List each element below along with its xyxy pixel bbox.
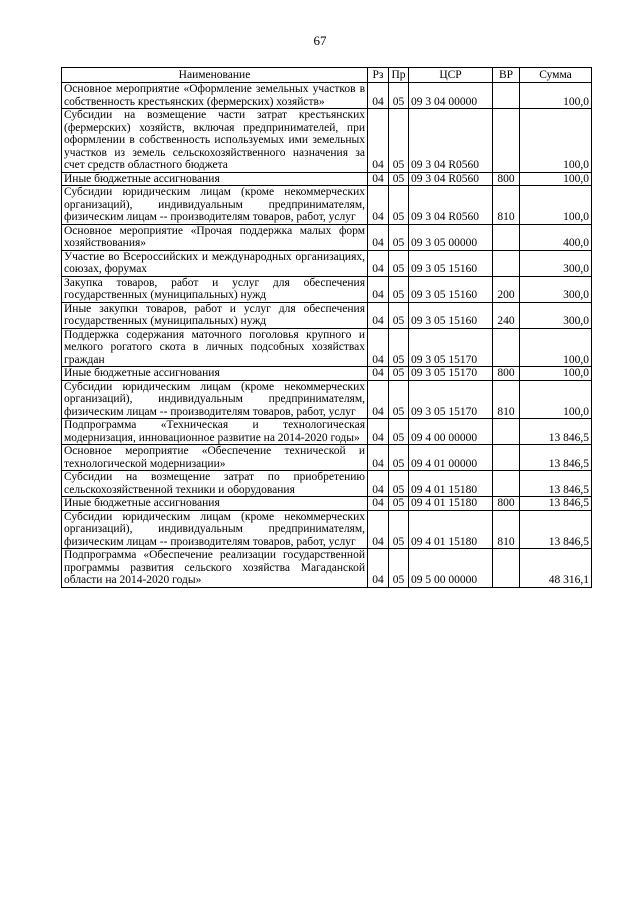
cell-name: Субсидии на возмещение затрат по приобретению сельскохозяйственной техники и оборудования [62,471,368,497]
cell-rz: 04 [368,328,389,367]
cell-name: Субсидии юридическим лицам (кроме некоммерческих организаций), индивидуальным предпринимателям, физическим лицам -- производителям товаров, работ, услуг [62,186,368,225]
table-row [62,250,592,276]
table-row [62,367,592,381]
cell-name: Субсидии на возмещение части затрат крестьянских (фермерских) хозяйств, включая предпринимателей, при оформлении в собственность используемых ими земельных участков из земель сельскохозяйственного назначения за счет средств областного бюджета [62,109,368,173]
cell-csr: 09 3 05 15170 [409,328,493,367]
cell-csr: 09 4 01 15180 [409,471,493,497]
cell-vr [493,549,520,588]
cell-csr: 09 4 01 00000 [409,445,493,471]
header-vr: ВР [493,68,520,83]
cell-pr: 05 [389,367,409,381]
cell-pr: 05 [389,445,409,471]
cell-name: Иные закупки товаров, работ и услуг для обеспечения государственных (муниципальных) нужд [62,302,368,328]
cell-sum: 100,0 [520,367,592,381]
cell-csr: 09 4 00 00000 [409,419,493,445]
table-row [62,497,592,511]
cell-vr: 200 [493,276,520,302]
cell-name: Субсидии юридическим лицам (кроме некоммерческих организаций), индивидуальным предпринимателям, физическим лицам -- производителям товаров, работ, услуг [62,510,368,549]
cell-name: Поддержка содержания маточного поголовья крупного и мелкого рогатого скота в личных подсобных хозяйствах граждан [62,328,368,367]
cell-vr [493,109,520,173]
cell-vr: 810 [493,510,520,549]
table-row [62,302,592,328]
budget-table [61,67,592,588]
cell-vr: 810 [493,380,520,419]
cell-name: Закупка товаров, работ и услуг для обеспечения государственных (муниципальных) нужд [62,276,368,302]
cell-sum: 100,0 [520,109,592,173]
cell-rz: 04 [368,83,389,109]
cell-sum: 13 846,5 [520,419,592,445]
cell-name: Иные бюджетные ассигнования [62,497,368,511]
cell-name: Иные бюджетные ассигнования [62,172,368,186]
cell-sum: 300,0 [520,302,592,328]
cell-csr: 09 3 05 15170 [409,367,493,381]
cell-sum: 100,0 [520,186,592,225]
table-body [62,83,592,588]
cell-rz: 04 [368,250,389,276]
cell-csr: 09 3 05 15160 [409,250,493,276]
cell-rz: 04 [368,186,389,225]
header-rz: Рз [368,68,389,83]
cell-vr: 800 [493,172,520,186]
cell-name: Основное мероприятие «Обеспечение технической и технологической модернизации» [62,445,368,471]
cell-rz: 04 [368,109,389,173]
cell-pr: 05 [389,380,409,419]
table-row [62,549,592,588]
cell-rz: 04 [368,172,389,186]
cell-pr: 05 [389,276,409,302]
cell-rz: 04 [368,367,389,381]
table-row [62,419,592,445]
cell-rz: 04 [368,445,389,471]
cell-sum: 400,0 [520,224,592,250]
cell-csr: 09 3 05 00000 [409,224,493,250]
cell-sum: 13 846,5 [520,510,592,549]
table-row [62,445,592,471]
cell-vr [493,419,520,445]
page-number: 67 [313,33,327,48]
cell-pr: 05 [389,224,409,250]
cell-rz: 04 [368,510,389,549]
header-name: Наименование [62,68,368,83]
cell-vr: 810 [493,186,520,225]
cell-pr: 05 [389,172,409,186]
cell-pr: 05 [389,510,409,549]
cell-sum: 300,0 [520,250,592,276]
header-csr: ЦСР [409,68,493,83]
cell-sum: 100,0 [520,380,592,419]
cell-name: Субсидии юридическим лицам (кроме некоммерческих организаций), индивидуальным предпринимателям, физическим лицам -- производителям товаров, работ, услуг [62,380,368,419]
table-row [62,224,592,250]
header-sum: Сумма [520,68,592,83]
cell-pr: 05 [389,497,409,511]
cell-vr [493,445,520,471]
table-header-row [62,68,592,83]
cell-csr: 09 3 04 00000 [409,83,493,109]
cell-rz: 04 [368,276,389,302]
cell-csr: 09 3 05 15170 [409,380,493,419]
cell-vr [493,83,520,109]
cell-vr [493,250,520,276]
cell-pr: 05 [389,186,409,225]
cell-rz: 04 [368,497,389,511]
cell-sum: 48 316,1 [520,549,592,588]
cell-name: Подпрограмма «Техническая и технологическая модернизация, инновационное развитие на 2014-2020 годы» [62,419,368,445]
table-row [62,83,592,109]
cell-name: Основное мероприятие «Оформление земельных участков в собственность крестьянских (фермерских) хозяйств» [62,83,368,109]
cell-csr: 09 5 00 00000 [409,549,493,588]
table-row [62,328,592,367]
cell-vr: 240 [493,302,520,328]
cell-rz: 04 [368,419,389,445]
cell-vr: 800 [493,497,520,511]
cell-sum: 100,0 [520,83,592,109]
cell-rz: 04 [368,302,389,328]
cell-name: Подпрограмма «Обеспечение реализации государственной программы развития сельского хозяйства Магаданской области на 2014-2020 годы» [62,549,368,588]
cell-vr [493,328,520,367]
cell-rz: 04 [368,471,389,497]
cell-sum: 13 846,5 [520,497,592,511]
cell-pr: 05 [389,419,409,445]
cell-csr: 09 3 04 R0560 [409,109,493,173]
cell-sum: 100,0 [520,328,592,367]
table-row [62,172,592,186]
cell-sum: 13 846,5 [520,445,592,471]
table-row [62,380,592,419]
cell-csr: 09 4 01 15180 [409,497,493,511]
cell-pr: 05 [389,250,409,276]
cell-sum: 300,0 [520,276,592,302]
cell-vr [493,224,520,250]
table-row [62,510,592,549]
cell-pr: 05 [389,302,409,328]
cell-vr: 800 [493,367,520,381]
cell-pr: 05 [389,549,409,588]
cell-sum: 13 846,5 [520,471,592,497]
cell-name: Иные бюджетные ассигнования [62,367,368,381]
cell-csr: 09 4 01 15180 [409,510,493,549]
header-pr: Пр [389,68,409,83]
table-row [62,471,592,497]
cell-rz: 04 [368,549,389,588]
cell-sum: 100,0 [520,172,592,186]
cell-csr: 09 3 04 R0560 [409,172,493,186]
table-row [62,276,592,302]
cell-csr: 09 3 05 15160 [409,302,493,328]
cell-csr: 09 3 04 R0560 [409,186,493,225]
table-row [62,186,592,225]
cell-name: Основное мероприятие «Прочая поддержка малых форм хозяйствования» [62,224,368,250]
table-row [62,109,592,173]
cell-rz: 04 [368,380,389,419]
cell-name: Участие во Всероссийских и международных организациях, союзах, форумах [62,250,368,276]
cell-pr: 05 [389,83,409,109]
cell-pr: 05 [389,471,409,497]
cell-rz: 04 [368,224,389,250]
cell-pr: 05 [389,328,409,367]
cell-pr: 05 [389,109,409,173]
cell-vr [493,471,520,497]
cell-csr: 09 3 05 15160 [409,276,493,302]
